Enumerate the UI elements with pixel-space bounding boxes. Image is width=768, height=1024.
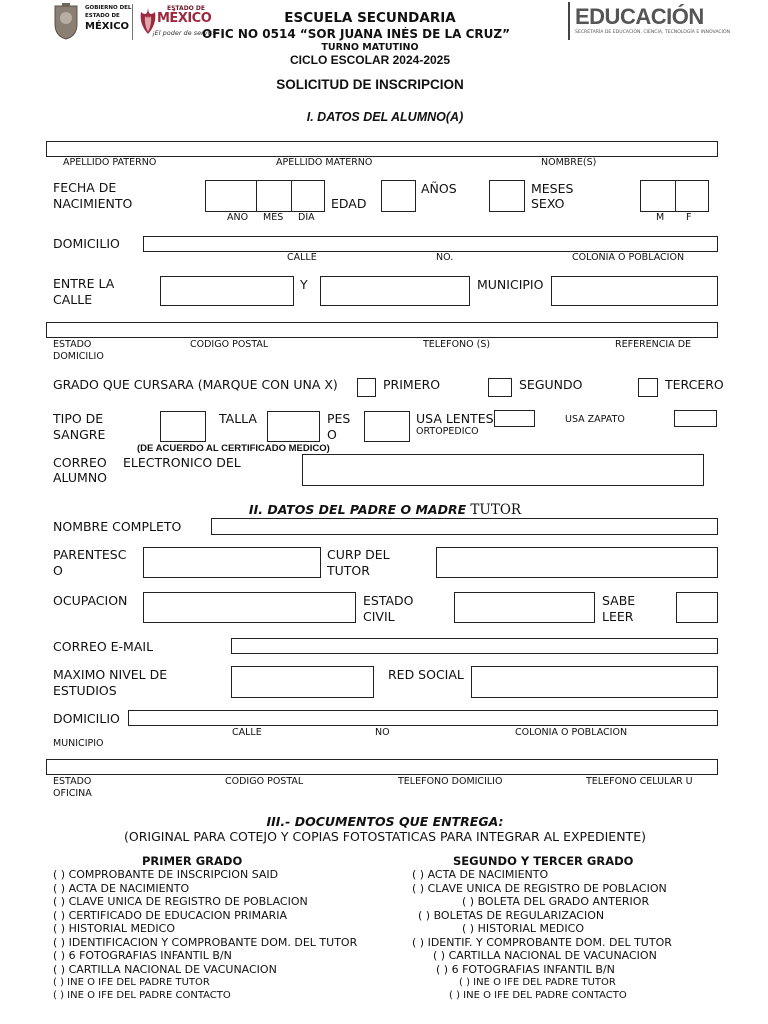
municipio-label: MUNICIPIO xyxy=(477,277,544,292)
estado-oficina-label: ESTADO OFICINA xyxy=(53,776,92,799)
doc-primer-item[interactable]: ( ) CERTIFICADO DE EDUCACION PRIMARIA xyxy=(53,909,288,922)
domicilio-input[interactable] xyxy=(143,236,718,252)
school-ciclo: CICLO ESCOLAR 2024-2025 xyxy=(289,53,451,67)
sabe-leer-input[interactable] xyxy=(676,592,718,623)
gobierno-logo xyxy=(52,2,132,42)
ocupacion-label: OCUPACION xyxy=(53,593,128,608)
tutor-municipio-label: MUNICIPIO xyxy=(53,738,104,749)
sabe-leer-label: SABE LEER xyxy=(602,593,636,624)
section-1-title: I. DATOS DEL ALUMNO(A) xyxy=(306,110,464,124)
school-name: ESCUELA SECUNDARIA xyxy=(284,10,456,26)
segundo-label: SEGUNDO xyxy=(519,377,583,392)
anos-label: AÑOS xyxy=(421,181,457,196)
birth-month-input[interactable] xyxy=(256,180,292,212)
student-email-input[interactable] xyxy=(302,454,704,486)
doc-primer-item[interactable]: ( ) HISTORIAL MEDICO xyxy=(53,922,175,935)
gobierno-text-line3: MÉXICO xyxy=(85,21,130,32)
correo-label-3: ALUMNO xyxy=(53,470,108,485)
doc-primer-item[interactable]: ( ) ACTA DE NACIMIENTO xyxy=(53,882,190,895)
parentesco-label: PARENTESCO xyxy=(53,547,127,578)
sexo-m-label: M xyxy=(656,212,665,223)
section-2-title-tail: TUTOR xyxy=(466,502,522,518)
correo-label-1: CORREO xyxy=(53,455,107,470)
birth-day-input[interactable] xyxy=(291,180,325,212)
edad-label: EDAD xyxy=(331,196,367,211)
doc-primer-item[interactable]: ( ) INE O IFE DEL PADRE CONTACTO xyxy=(53,990,231,1001)
doc-segundo-item[interactable]: ( ) BOLETA DEL GRADO ANTERIOR xyxy=(462,895,650,908)
doc-segundo-item[interactable]: ( ) INE O IFE DEL PADRE CONTACTO xyxy=(449,990,627,1001)
doc-segundo-item[interactable]: ( ) INE O IFE DEL PADRE TUTOR xyxy=(459,977,616,988)
tutor-domicilio-input[interactable] xyxy=(128,710,718,726)
doc-segundo-item[interactable]: ( ) HISTORIAL MEDICO xyxy=(462,922,584,935)
doc-segundo-item[interactable]: ( ) IDENTIF. Y COMPROBANTE DOM. DEL TUTOR xyxy=(412,936,672,949)
tipo-sangre-input[interactable] xyxy=(160,411,206,442)
sexo-f-label: F xyxy=(686,212,692,223)
usa-zapato-label: USA ZAPATO xyxy=(565,414,625,425)
apellido-paterno-label: APELLIDO PATERNO xyxy=(63,157,157,168)
tutor-correo-label: CORREO E-MAIL xyxy=(53,639,154,654)
edad-months-input[interactable] xyxy=(489,180,525,212)
doc-primer-item[interactable]: ( ) COMPROBANTE DE INSCRIPCION SAID xyxy=(53,868,279,881)
form-title: SOLICITUD DE INSCRIPCION xyxy=(276,77,464,92)
telefono-celular-label: TELEFONO CELULAR U xyxy=(586,776,693,787)
peso-label: PESO xyxy=(327,411,351,442)
school-oficial-wrap xyxy=(200,27,540,41)
tutor-numero-label: NO xyxy=(375,727,390,738)
segundo-tercer-grado-title: SEGUNDO Y TERCER GRADO xyxy=(453,854,634,868)
parentesco-input[interactable] xyxy=(143,547,321,578)
grado-segundo-checkbox[interactable] xyxy=(488,378,512,397)
estado-cp-telefono-input[interactable] xyxy=(46,322,718,338)
talla-label: TALLA xyxy=(219,411,257,426)
numero-label: NO. xyxy=(436,252,454,263)
doc-primer-item[interactable]: ( ) CARTILLA NACIONAL DE VACUNACION xyxy=(53,963,277,976)
talla-input[interactable] xyxy=(267,411,320,442)
referencia-label: REFERENCIA DE xyxy=(615,339,692,350)
coat-of-arms-icon xyxy=(52,2,80,40)
doc-segundo-item[interactable]: ( ) CLAVE UNICA DE REGISTRO DE POBLACION xyxy=(412,882,667,895)
calle-label: CALLE xyxy=(287,252,317,263)
tutor-estado-cp-input[interactable] xyxy=(46,759,718,775)
telefono-domicilio-label: TELEFONO DOMICILIO xyxy=(398,776,503,787)
grado-label: GRADO QUE CURSARA (MARQUE CON UNA X) xyxy=(53,377,338,392)
doc-primer-item[interactable]: ( ) IDENTIFICACION Y COMPROBANTE DOM. DEL TUTOR xyxy=(53,936,358,949)
doc-segundo-item[interactable]: ( ) ACTA DE NACIMIENTO xyxy=(412,868,549,881)
doc-segundo-item[interactable]: ( ) CARTILLA NACIONAL DE VACUNACION xyxy=(433,949,657,962)
maximo-nivel-input[interactable] xyxy=(231,666,374,698)
tutor-codigo-postal-label: CODIGO POSTAL xyxy=(225,776,304,787)
school-turno: TURNO MATUTINO xyxy=(321,42,419,53)
entre-calle-label: ENTRE LA CALLE xyxy=(53,276,115,307)
tutor-calle-label: CALLE xyxy=(232,727,262,738)
red-social-label: RED SOCIAL xyxy=(388,667,464,682)
telefono-label: TELEFONO (S) xyxy=(423,339,491,350)
tercero-label: TERCERO xyxy=(665,377,724,392)
school-oficial: OFIC NO 0514 “SOR JUANA INÉS DE LA CRUZ” xyxy=(202,27,510,41)
y-label: Y xyxy=(300,277,308,292)
doc-segundo-item[interactable]: ( ) 6 FOTOGRAFIAS INFANTIL B/N xyxy=(436,963,615,976)
grado-tercero-checkbox[interactable] xyxy=(638,378,658,397)
birth-year-input[interactable] xyxy=(205,180,257,212)
entre-calle-1-input[interactable] xyxy=(160,276,294,306)
ocupacion-input[interactable] xyxy=(143,592,356,623)
educacion-logo xyxy=(566,2,746,42)
primer-grado-title: PRIMER GRADO xyxy=(142,854,243,868)
section-3-subtitle: (ORIGINAL PARA COTEJO Y COPIAS FOTOSTATICAS PARA INTEGRAR AL EXPEDIENTE) xyxy=(124,829,646,844)
estado-domicilio-label: ESTADO DOMICILIO xyxy=(53,339,104,362)
usa-zapato-input[interactable] xyxy=(674,410,717,427)
domicilio-label: DOMICILIO xyxy=(53,236,120,251)
usa-lentes-label: USA LENTES xyxy=(416,411,494,426)
estado-text-line2: MÉXICO xyxy=(157,11,212,26)
edad-years-input[interactable] xyxy=(381,180,416,212)
doc-primer-item[interactable]: ( ) CLAVE UNICA DE REGISTRO DE POBLACION xyxy=(53,895,308,908)
dia-label: DIA xyxy=(298,212,315,223)
tutor-nombre-input[interactable] xyxy=(211,518,718,535)
ano-label: AÑO xyxy=(227,212,249,223)
peso-input[interactable] xyxy=(364,411,410,442)
curp-label: CURP DEL TUTOR xyxy=(327,547,390,578)
student-name-input[interactable] xyxy=(46,141,718,157)
estado-text-line1: ESTADO DE xyxy=(167,5,205,12)
colonia-label: COLONIA O POBLACION xyxy=(572,252,685,263)
doc-primer-item[interactable]: ( ) 6 FOTOGRAFIAS INFANTIL B/N xyxy=(53,949,232,962)
grado-primero-checkbox[interactable] xyxy=(357,378,376,397)
entre-calle-2-input[interactable] xyxy=(320,276,470,306)
red-social-input[interactable] xyxy=(471,666,718,698)
doc-primer-item[interactable]: ( ) INE O IFE DEL PADRE TUTOR xyxy=(53,977,210,988)
educacion-subtext: SECRETARÍA DE EDUCACIÓN, CIENCIA, TECNOLOGÍA E INNOVACIÓN xyxy=(575,30,731,35)
estado-civil-input[interactable] xyxy=(454,592,595,623)
estado-civil-label: ESTADO CIVIL xyxy=(363,593,414,624)
certificado-note: (DE ACUERDO AL CERTIFICADO MEDICO) xyxy=(137,443,330,454)
sexo-f-checkbox[interactable] xyxy=(675,180,709,212)
sexo-m-checkbox[interactable] xyxy=(640,180,676,212)
nombres-label: NOMBRE(S) xyxy=(541,157,597,168)
section-2-title xyxy=(180,502,590,518)
gobierno-text-line1: GOBIERNO DEL xyxy=(85,5,132,11)
primero-label: PRIMERO xyxy=(383,377,441,392)
tutor-domicilio-label: DOMICILIO xyxy=(53,711,120,726)
tipo-sangre-label: TIPO DE SANGRE xyxy=(53,411,106,442)
curp-input[interactable] xyxy=(436,547,718,578)
apellido-materno-label: APELLIDO MATERNO xyxy=(276,157,373,168)
doc-segundo-item[interactable]: ( ) BOLETAS DE REGULARIZACION xyxy=(418,909,605,922)
codigo-postal-label: CODIGO POSTAL xyxy=(190,339,269,350)
educacion-text: EDUCACIÓN xyxy=(575,4,704,29)
section-3-title: III.- DOCUMENTOS QUE ENTREGA: xyxy=(266,814,504,829)
maximo-nivel-label: MAXIMO NIVEL DE ESTUDIOS xyxy=(53,667,168,698)
mes-label: MES xyxy=(263,212,284,223)
estado-slogan: ¡El poder de servir! xyxy=(152,29,215,37)
sexo-label: SEXO xyxy=(531,196,565,211)
nombre-completo-label: NOMBRE COMPLETO xyxy=(53,519,182,534)
correo-label-2: ELECTRONICO DEL xyxy=(123,455,241,470)
fecha-nacimiento-label: FECHA DE NACIMIENTO xyxy=(53,180,133,211)
municipio-input[interactable] xyxy=(551,276,718,306)
tutor-correo-input[interactable] xyxy=(231,638,718,654)
tutor-colonia-label: COLONIA O POBLACION xyxy=(515,727,628,738)
meses-label: MESES xyxy=(531,181,574,196)
gobierno-text-line2: ESTADO DE xyxy=(85,13,120,19)
section-2-title-bold: II. DATOS DEL PADRE O MADRE xyxy=(248,502,467,517)
header-divider xyxy=(132,4,133,40)
usa-lentes-input[interactable] xyxy=(494,410,535,427)
ortopedico-label: ORTOPEDICO xyxy=(416,426,479,437)
